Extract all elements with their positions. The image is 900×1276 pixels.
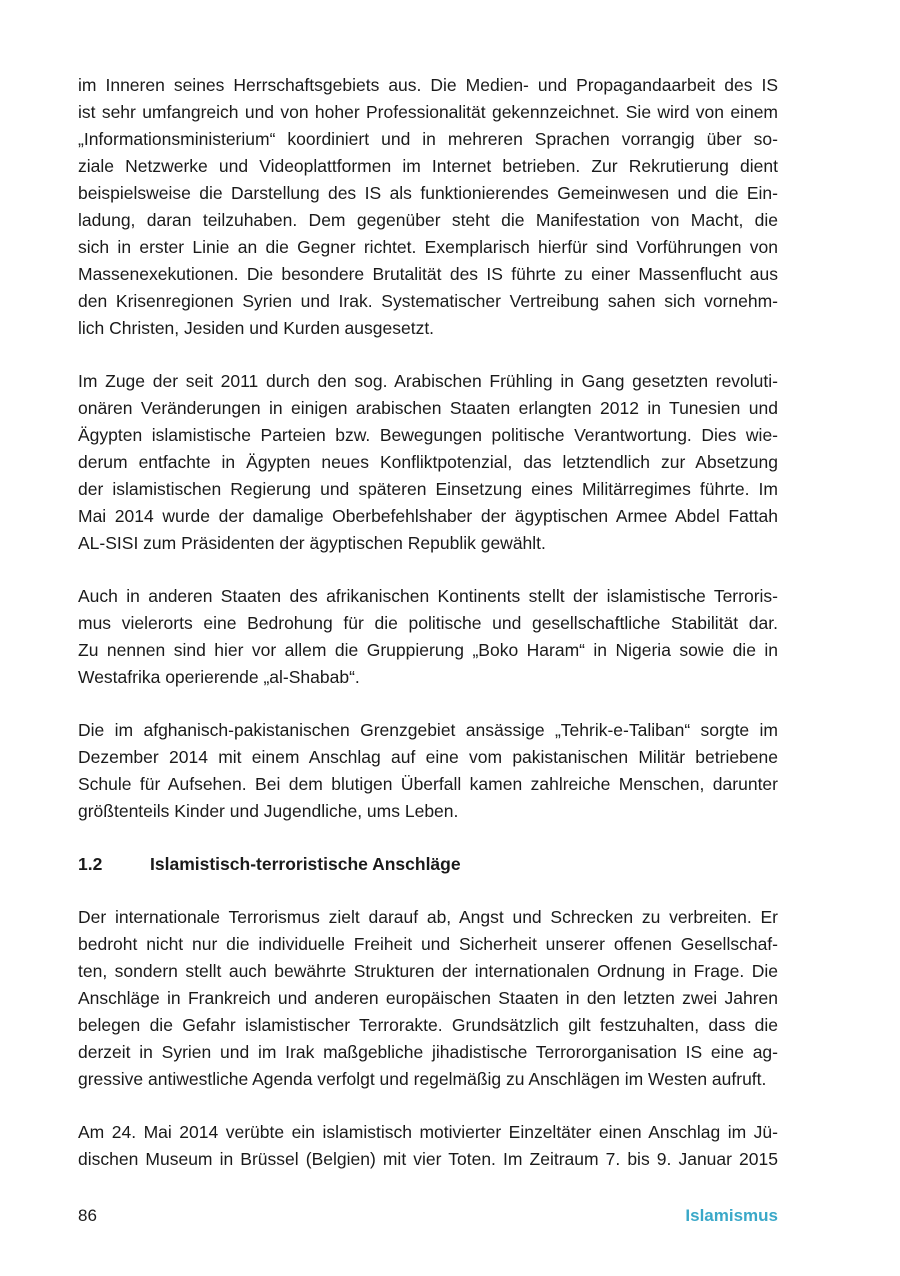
text-line: lich Christen, Jesiden und Kurden ausgesetzt.: [78, 318, 435, 338]
text-line: ten, sondern stellt auch bewährte Strukturen der internationalen Ordnung in Frage. Die: [78, 961, 778, 981]
page-number: 86: [78, 1206, 97, 1225]
text-line: den Krisenregionen Syrien und Irak. Systematischer Vertreibung sahen sich vornehm-: [78, 291, 778, 311]
paragraph: [78, 717, 778, 825]
text-line: derum entfachte in Ägypten neues Konfliktpotenzial, das letztendlich zur Absetzung: [78, 452, 778, 472]
text-line: Anschläge in Frankreich und anderen europäischen Staaten in den letzten zwei Jahren: [78, 988, 778, 1008]
text-line: gressive antiwestliche Agenda verfolgt und regelmäßig zu Anschlägen im Westen aufruft.: [78, 1069, 767, 1089]
text-line: Die im afghanisch-pakistanischen Grenzgebiet ansässige „Tehrik-e-Taliban“ sorgte im: [78, 720, 778, 740]
text-line: Massenexekutionen. Die besondere Brutalität des IS führte zu einer Massenflucht aus: [78, 264, 778, 284]
page-body: [78, 72, 778, 1199]
paragraph: [78, 904, 778, 1093]
text-line: Auch in anderen Staaten des afrikanischen Kontinents stellt der islamistische Terroris-: [78, 586, 778, 606]
paragraph: [78, 1119, 778, 1173]
text-line: beispielsweise die Darstellung des IS als funktionierendes Gemeinwesen und die Ein-: [78, 183, 778, 203]
text-line: mus vielerorts eine Bedrohung für die politische und gesellschaftliche Stabilität dar.: [78, 613, 778, 633]
text-line: Mai 2014 wurde der damalige Oberbefehlshaber der ägyptischen Armee Abdel Fattah: [78, 506, 778, 526]
text-line: derzeit in Syrien und im Irak maßgebliche jihadistische Terrororganisation IS eine ag-: [78, 1042, 778, 1062]
paragraph: [78, 368, 778, 557]
page-footer: [78, 1205, 778, 1227]
text-block-after-heading: [78, 904, 778, 1173]
text-line: Der internationale Terrorismus zielt darauf ab, Angst und Schrecken zu verbreiten. Er: [78, 907, 778, 927]
text-line: onären Veränderungen in einigen arabischen Staaten erlangten 2012 in Tunesien und: [78, 398, 778, 418]
text-line: ist sehr umfangreich und von hoher Professionalität gekennzeichnet. Sie wird von einem: [78, 102, 778, 122]
section-heading: [78, 851, 778, 878]
text-line: bedroht nicht nur die individuelle Freiheit und Sicherheit unserer offenen Gesellschaf-: [78, 934, 778, 954]
text-line: Im Zuge der seit 2011 durch den sog. Arabischen Frühling in Gang gesetzten revoluti-: [78, 371, 778, 391]
paragraph: [78, 72, 778, 342]
text-line: der islamistischen Regierung und späteren Einsetzung eines Militärregimes führte. Im: [78, 479, 778, 499]
section-title: Islamistisch-terroristische Anschläge: [150, 854, 461, 874]
running-section-title: Islamismus: [685, 1206, 778, 1225]
text-line: Schule für Aufsehen. Bei dem blutigen Überfall kamen zahlreiche Menschen, darunter: [78, 774, 778, 794]
text-line: Zu nennen sind hier vor allem die Gruppierung „Boko Haram“ in Nigeria sowie die in: [78, 640, 778, 660]
text-line: im Inneren seines Herrschaftsgebiets aus. Die Medien- und Propagandaarbeit des IS: [78, 75, 778, 95]
text-line: größtenteils Kinder und Jugendliche, ums Leben.: [78, 801, 459, 821]
text-line: „Informationsministerium“ koordiniert und in mehreren Sprachen vorrangig über so-: [78, 129, 778, 149]
paragraph: [78, 583, 778, 691]
text-block-before-heading: [78, 72, 778, 825]
text-line: Am 24. Mai 2014 verübte ein islamistisch motivierter Einzeltäter einen Anschlag im Jü-: [78, 1122, 778, 1142]
text-line: Westafrika operierende „al-Shabab“.: [78, 667, 360, 687]
text-line: Ägypten islamistische Parteien bzw. Bewegungen politische Verantwortung. Dies wie-: [78, 425, 778, 445]
text-line: AL-SISI zum Präsidenten der ägyptischen Republik gewählt.: [78, 533, 546, 553]
text-line: sich in erster Linie an die Gegner richtet. Exemplarisch hierfür sind Vorführungen von: [78, 237, 778, 257]
text-line: ziale Netzwerke und Videoplattformen im Internet betrieben. Zur Rekrutierung dient: [78, 156, 778, 176]
text-line: dischen Museum in Brüssel (Belgien) mit vier Toten. Im Zeitraum 7. bis 9. Januar 2015: [78, 1149, 778, 1169]
text-line: belegen die Gefahr islamistischer Terrorakte. Grundsätzlich gilt festzuhalten, dass die: [78, 1015, 778, 1035]
section-number: 1.2: [78, 854, 103, 874]
text-line: ladung, daran teilzuhaben. Dem gegenüber steht die Manifestation von Macht, die: [78, 210, 778, 230]
text-line: Dezember 2014 mit einem Anschlag auf eine vom pakistanischen Militär betriebene: [78, 747, 778, 767]
